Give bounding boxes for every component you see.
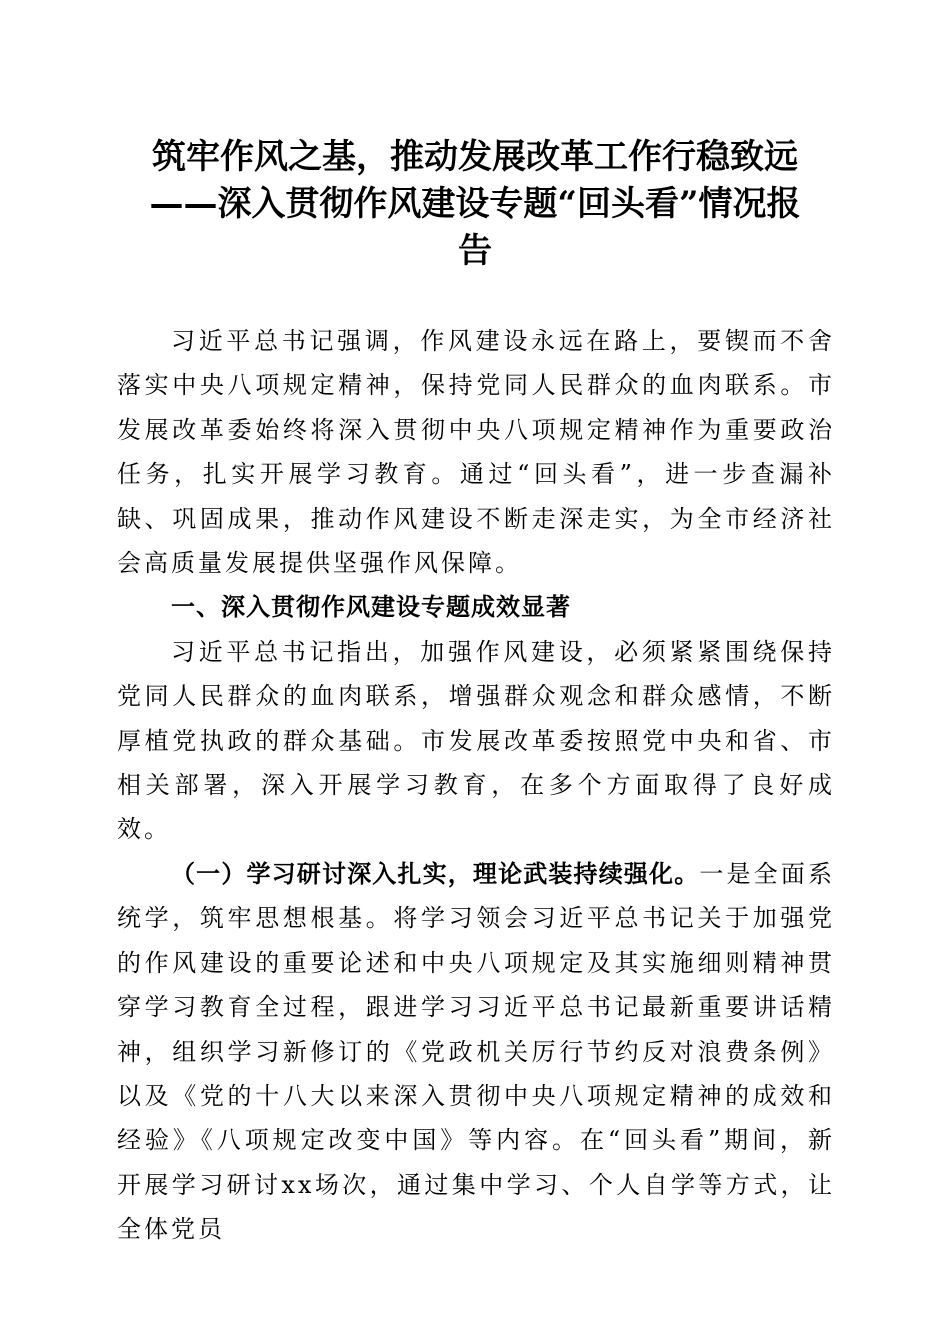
document-title	[100, 134, 850, 275]
paragraph-intro: 习近平总书记强调，作风建设永远在路上，要锲而不舍落实中央八项规定精神，保持党同人民群众的血肉联系。市发展改革委始终将深入贯彻中央八项规定精神作为重要政治任务，扎实开展学习教育。通过“回头看”，进一步查漏补缺、巩固成果，推动作风建设不断走深走实，为全市经济社会高质量发展提供坚强作风保障。	[117, 327, 835, 578]
document-body	[117, 319, 835, 1252]
title-line-3: 告	[458, 231, 492, 271]
title-line-2: ——深入贯彻作风建设专题“回头看”情况报	[149, 184, 801, 224]
subsection-heading-1: （一）学习研讨深入扎实，理论武装持续强化。	[171, 859, 700, 888]
section-heading-1: 一、深入贯彻作风建设专题成效显著	[171, 593, 571, 622]
paragraph-subsection1	[117, 852, 835, 1252]
subsection1-text: 一是全面系统学，筑牢思想根基。将学习领会习近平总书记关于加强党的作风建设的重要论述和中央八项规定及其实施细则精神贯穿学习教育全过程，跟进学习习近平总书记最新重要讲话精神，组织学习新修订的《党政机关厉行节约反对浪费条例》以及《党的十八大以来深入贯彻中央八项规定精神的成效和经验》《八项规定改变中国》等内容。在“回头看”期间，新开展学习研讨xx场次，通过集中学习、个人自学等方式，让全体党员	[117, 859, 835, 1244]
title-line-1: 筑牢作风之基，推动发展改革工作行稳致远	[152, 137, 798, 177]
paragraph-section1-intro: 习近平总书记指出，加强作风建设，必须紧紧围绕保持党同人民群众的血肉联系，增强群众观念和群众感情，不断厚植党执政的群众基础。市发展改革委按照党中央和省、市相关部署，深入开展学习教育，在多个方面取得了良好成效。	[117, 637, 835, 844]
